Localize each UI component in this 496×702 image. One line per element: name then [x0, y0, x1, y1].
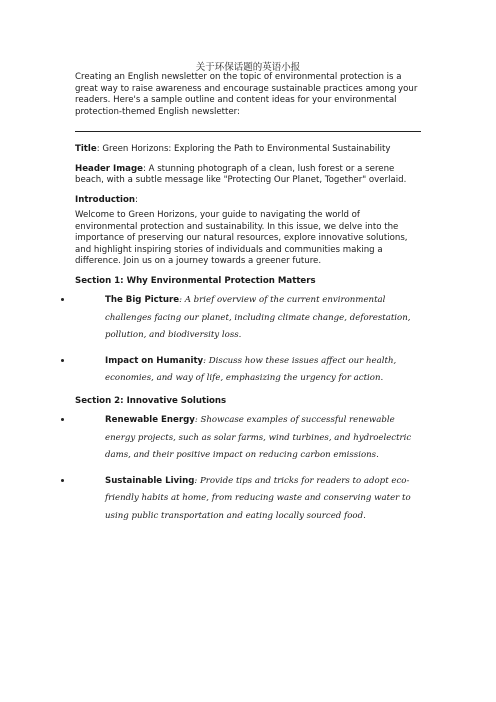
title-label: Title	[75, 144, 97, 154]
section-2	[75, 396, 421, 526]
header-image-text: : A stunning photograph of a clean, lush forest or a serene beach, with a subtle message like "Protecting Our Planet, Together" overlaid.	[75, 163, 407, 185]
introduction-colon: :	[135, 194, 138, 205]
item-text: : Discuss how these issues affect our health, economies, and way of life, emphasizing the urgency for action.	[105, 355, 397, 383]
introduction-paragraph: Welcome to Green Horizons, your guide to navigating the world of environmental protection and sustainability. In this issue, we delve into the importance of preserving our natural resources, explore innovative solutions, and highlight inspiring stories of individuals and communities making a difference. Join us on a journey towards a greener future.	[75, 210, 408, 266]
section-1-list	[75, 292, 421, 388]
document-content	[75, 72, 421, 533]
horizontal-divider	[75, 131, 421, 132]
list-item	[75, 473, 421, 526]
introduction-heading	[75, 195, 421, 207]
list-item	[75, 412, 421, 465]
item-label: The Big Picture	[105, 295, 180, 305]
bullet-icon	[61, 479, 64, 482]
item-label: Renewable Energy	[105, 415, 195, 425]
intro-paragraph: Creating an English newsletter on the topic of environmental protection is a great way to raise awareness and encourage sustainable practices among your readers. Here's a sample outline and content ideas for your environmental protection-themed English newsletter:	[75, 72, 418, 117]
introduction-label: Introduction	[75, 194, 136, 205]
bullet-icon	[61, 418, 64, 421]
header-image-paragraph	[75, 164, 421, 187]
section-2-list	[75, 412, 421, 525]
bullet-icon	[61, 298, 64, 301]
header-image-label: Header Image	[75, 163, 143, 174]
document-title: 关于环保话题的英语小报	[195, 62, 301, 73]
bullet-icon	[61, 359, 64, 362]
item-text: : Provide tips and tricks for readers to adopt eco-friendly habits at home, from reducing waste and conserving water to using public transportation and eating locally sourced food.	[105, 475, 411, 521]
list-item	[75, 353, 421, 388]
section-1-title: Section 1: Why Environmental Protection Matters	[75, 275, 316, 286]
section-2-title: Section 2: Innovative Solutions	[75, 395, 227, 406]
item-text: : A brief overview of the current environmental challenges facing our planet, including climate change, deforestation, pollution, and biodiversity loss.	[105, 295, 411, 340]
title-text: : Green Horizons: Exploring the Path to Environmental Sustainability	[96, 144, 391, 154]
title-paragraph	[75, 144, 421, 156]
list-item	[75, 292, 421, 345]
section-1	[75, 276, 421, 388]
item-label: Sustainable Living	[105, 475, 195, 486]
item-label: Impact on Humanity	[105, 355, 204, 366]
item-text: : Showcase examples of successful renewable energy projects, such as solar farms, wind turbines, and hydroelectric dams, and their positive impact on reducing carbon emissions.	[105, 415, 412, 460]
